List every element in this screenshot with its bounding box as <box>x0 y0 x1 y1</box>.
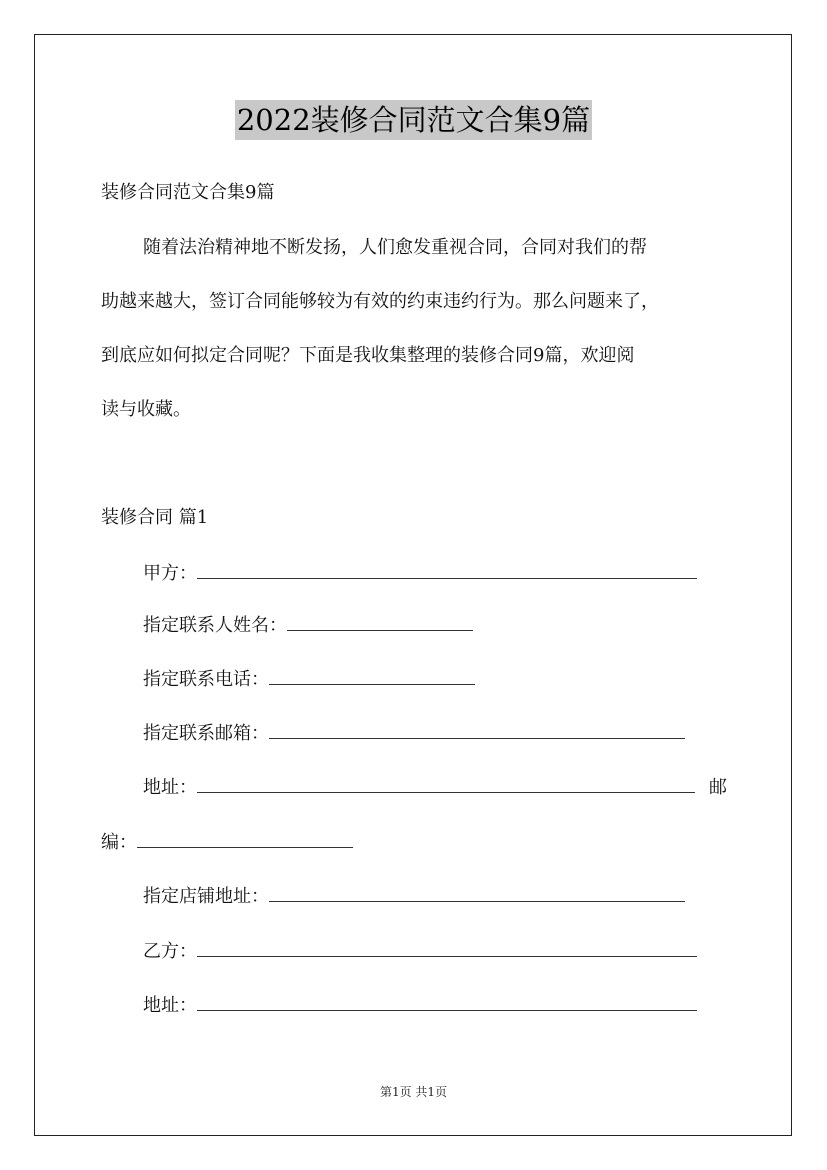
party-b-row <box>143 940 697 964</box>
address-b-row <box>143 994 697 1018</box>
party-a-row <box>143 562 697 586</box>
postcode-label: 编： <box>101 832 137 853</box>
intro-line-1: 随着法治精神地不断发扬，人们愈发重视合同，合同对我们的帮 <box>143 237 647 258</box>
postcode-blank[interactable] <box>137 831 353 848</box>
party-a-blank[interactable] <box>197 562 697 579</box>
store-address-blank[interactable] <box>269 885 685 902</box>
contact-email-blank[interactable] <box>269 722 685 739</box>
contact-email-row <box>143 722 685 746</box>
intro-line-3: 到底应如何拟定合同呢？下面是我收集整理的装修合同9篇，欢迎阅 <box>101 345 635 366</box>
party-b-label: 乙方： <box>143 941 197 962</box>
contact-name-label: 指定联系人姓名： <box>143 615 287 636</box>
contact-phone-label: 指定联系电话： <box>143 669 269 690</box>
page-footer: 第1页 共1页 <box>379 1085 448 1099</box>
store-address-label: 指定店铺地址： <box>143 886 269 907</box>
intro-line-2: 助越来越大，签订合同能够较为有效的约束违约行为。那么问题来了， <box>101 291 659 312</box>
document-subtitle: 装修合同范文合集9篇 <box>101 182 275 203</box>
address-a-label: 地址： <box>143 777 197 798</box>
postcode-label-start: 邮 <box>709 777 727 798</box>
document-title: 2022装修合同范文合集9篇 <box>235 100 592 140</box>
address-a-row <box>143 776 727 800</box>
title-container <box>0 100 827 140</box>
address-b-blank[interactable] <box>197 994 697 1011</box>
postcode-row <box>101 831 353 855</box>
party-a-label: 甲方： <box>143 563 197 584</box>
contact-name-blank[interactable] <box>287 614 473 631</box>
address-a-blank[interactable] <box>197 776 695 793</box>
intro-line-4: 读与收藏。 <box>101 399 191 420</box>
party-b-blank[interactable] <box>197 940 697 957</box>
contact-phone-blank[interactable] <box>269 668 475 685</box>
contact-phone-row <box>143 668 475 692</box>
contact-name-row <box>143 614 473 638</box>
address-b-label: 地址： <box>143 995 197 1016</box>
store-address-row <box>143 885 685 909</box>
contact-email-label: 指定联系邮箱： <box>143 723 269 744</box>
section-heading: 装修合同 篇1 <box>101 507 209 528</box>
